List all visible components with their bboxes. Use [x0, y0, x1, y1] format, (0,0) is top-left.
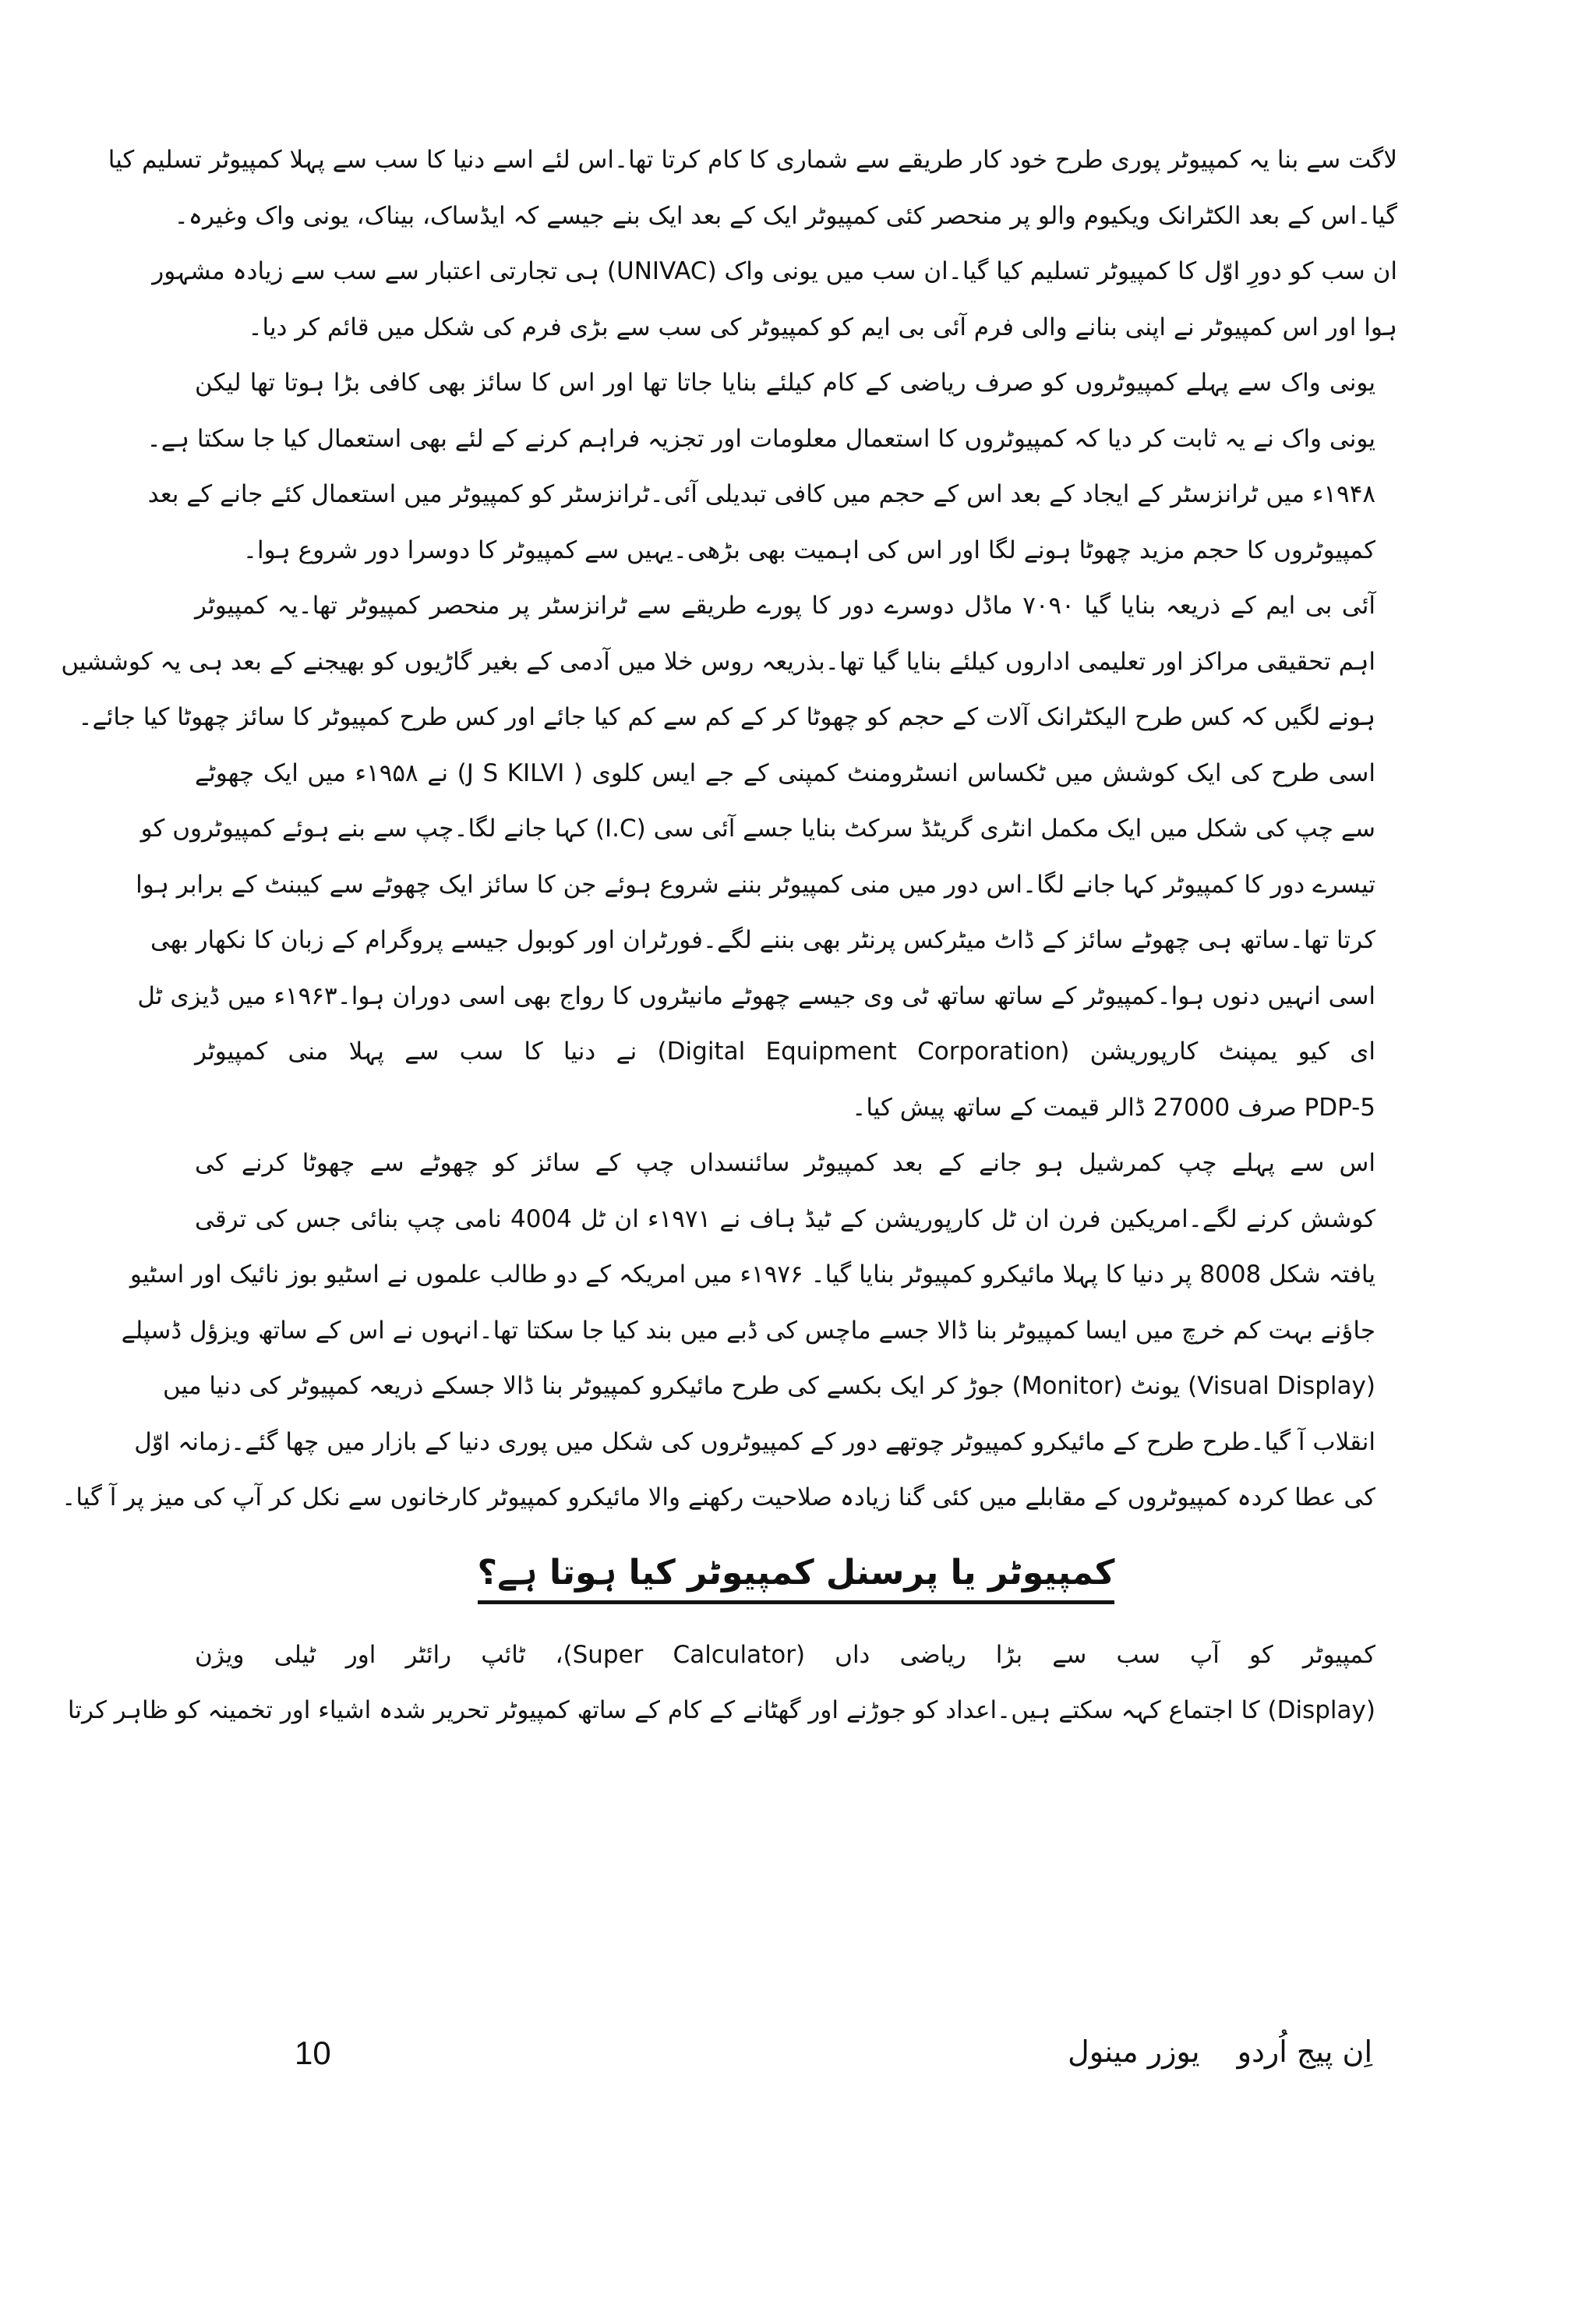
text-line: کمپیوٹر کو آپ سب سے بڑا ریاضی داں (Super Calculator)، ٹائپ رائٹر اور ٹیلی ویژن [195, 1640, 1375, 1669]
text-line: گیا۔اس کے بعد الکٹرانک ویکیوم والو پر منحصر کئی کمپیوٹر ایک کے بعد ایک بنے جیسے کہ ایڈساک، بیناک، یونی واک وغیرہ۔ [174, 201, 1397, 230]
paragraph-4 [62, 1136, 1397, 1526]
section-heading: کمپیوٹر یا پرسنل کمپیوٹر کیا ہوتا ہے؟ [478, 1553, 1115, 1604]
text-line: انقلاب آ گیا۔طرح طرح کے مائیکرو کمپیوٹر چوتھے دور کے کمپیوٹروں کی شکل میں پوری دنیا کے بازار میں چھا گئے۔زمانہ اوّل [134, 1427, 1375, 1456]
text-line: جاؤنے بہت کم خرچ میں ایسا کمپیوٹر بنا ڈالا جسے ماچس کی ڈبے میں بند کیا جا سکتا تھا۔انہوں نے اس کے ساتھ ویزؤل ڈسپلے [121, 1316, 1375, 1345]
text-line: ہونے لگیں کہ کس طرح الیکٹرانک آلات کے حجم کو چھوٹا کر کے کم سے کم کیا جائے اور کس طرح کمپیوٹر کا سائز چھوٹا کیا جائے۔ [78, 703, 1375, 731]
text-line: (Display) کا اجتماع کہہ سکتے ہیں۔اعداد کو جوڑنے اور گھٹانے کے کام کے ساتھ کمپیوٹر تحریر شدہ اشیاء اور تخمینہ کو ظاہر کرتا [67, 1696, 1375, 1724]
section-heading-wrap [195, 1553, 1397, 1604]
book-title [1068, 2035, 1372, 2069]
text-line: ان سب کو دورِ اوّل کا کمپیوٹر تسلیم کیا گیا۔ان سب میں یونی واک (UNIVAC) ہی تجارتی اعتبار سے سب سے زیادہ مشہور [152, 257, 1397, 285]
text-line: کمپیوٹروں کا حجم مزید چھوٹا ہونے لگا اور اس کی اہمیت بھی بڑھی۔یہیں سے کمپیوٹر کا دوسرا دور شروع ہوا۔ [242, 536, 1375, 564]
text-line: (Visual Display) یونٹ (Monitor) جوڑ کر ایک بکسے کی طرح مائیکرو کمپیوٹر بنا ڈالا جسکے ذریعہ کمپیوٹر کی دنیا میں [163, 1372, 1375, 1400]
paragraph-1 [108, 133, 1397, 355]
text-line: PDP-5 صرف 27000 ڈالر قیمت کے ساتھ پیش کیا۔ [852, 1093, 1375, 1122]
book-title-part1: اِن پیج اُردو [1237, 2035, 1372, 2069]
text-line: کوشش کرنے لگے۔امریکین فرن ان ٹل کارپوریشن کے ٹیڈ ہاف نے ۱۹۷۱ء ان ٹل 4004 نامی چپ بنائی جس کی ترقی [195, 1204, 1375, 1233]
book-title-part2: یوزر مینول [1068, 2035, 1200, 2069]
text-line: اس سے پہلے چپ کمرشیل ہو جانے کے بعد کمپیوٹر سائنسداں چپ کے سائز کو چھوٹے سے چھوٹا کرنے کی [195, 1149, 1375, 1177]
text-line: سے چپ کی شکل میں ایک مکمل انٹری گریٹڈ سرکٹ بنایا جسے آئی سی (I.C) کہا جانے لگا۔چپ سے بنے ہوئے کمپیوٹروں کو [140, 815, 1375, 843]
section-paragraph [67, 1628, 1397, 1739]
text-line: یافتہ شکل 8008 پر دنیا کا پہلا مائیکرو کمپیوٹر بنایا گیا۔ ۱۹۷۶ء میں امریکہ کے دو طالب علموں نے اسٹیو بوز نائیک اور اسٹیو [129, 1260, 1375, 1289]
text-line: لاگت سے بنا یہ کمپیوٹر پوری طرح خود کار طریقے سے شماری کا کام کرتا تھا۔اس لئے اسے دنیا کا سب سے پہلا کمپیوٹر تسلیم کیا [108, 146, 1397, 174]
text-line: ای کیو یمپنٹ کارپوریشن (Digital Equipment Corporation) نے دنیا کا سب سے پہلا منی کمپیوٹر [195, 1038, 1375, 1066]
text-line: تیسرے دور کا کمپیوٹر کہا جانے لگا۔اس دور میں منی کمپیوٹر بننے شروع ہوئے جن کا سائز ایک چھوٹے سے کیبنٹ کے برابر ہوا [136, 870, 1375, 899]
text-line: ہوا اور اس کمپیوٹر نے اپنی بنانے والی فرم آئی بی ایم کو کمپیوٹر کی سب سے بڑی فرم کی شکل میں قائم کر دیا۔ [248, 313, 1397, 341]
text-line: ۱۹۴۸ء میں ٹرانزسٹر کے ایجاد کے بعد اس کے حجم میں کافی تبدیلی آئی۔ٹرانزسٹر کو کمپیوٹر میں استعمال کئے جانے کے بعد [147, 480, 1375, 508]
text-line: کی عطا کردہ کمپیوٹروں کے مقابلے میں کئی گنا زیادہ صلاحیت رکھنے والا مائیکرو کمپیوٹر کارخانوں سے نکل کر آپ کی میز پر آ گیا۔ [62, 1483, 1375, 1511]
text-line: کرتا تھا۔ساتھ ہی چھوٹے سائز کے ڈاٹ میٹرکس پرنٹر بھی بننے لگے۔فورٹران اور کوبول جیسے پروگرام کے زبان کا نکھار بھی [150, 926, 1375, 954]
page-footer [195, 2035, 1397, 2089]
text-line: اسی انہیں دنوں ہوا۔کمپیوٹر کے ساتھ ساتھ ٹی وی جیسے چھوٹے مانیٹروں کا رواج بھی اسی دوران ہوا۔۱۹۶۳ء میں ڈیزی ٹل [137, 981, 1375, 1010]
page-number: 10 [295, 2035, 331, 2071]
text-line: اہم تحقیقی مراکز اور تعلیمی اداروں کیلئے بنایا گیا تھا۔بذریعہ روس خلا میں آدمی کے بغیر گاڑیوں کو بھیجنے کے بعد ہی یہ کوششیں [61, 647, 1375, 676]
paragraph-2 [147, 355, 1397, 578]
paragraph-3 [61, 578, 1397, 1136]
text-line: آئی بی ایم کے ذریعہ بنایا گیا ۷۰۹۰ ماڈل دوسرے دور کا پورے طریقے سے ٹرانزسٹر پر منحصر کمپیوٹر تھا۔یہ کمپیوٹر [195, 592, 1376, 620]
text-line: یونی واک نے یہ ثابت کر دیا کہ کمپیوٹروں کا استعمال معلومات اور تجزیہ فراہم کرنے کے لئے بھی استعمال کیا جا سکتا ہے۔ [147, 424, 1375, 453]
text-line: یونی واک سے پہلے کمپیوٹروں کو صرف ریاضی کے کام کیلئے بنایا جاتا تھا اور اس کا سائز بھی کافی بڑا ہوتا تھا لیکن [195, 369, 1375, 397]
page-body [61, 133, 1397, 1739]
text-line: اسی طرح کی ایک کوشش میں ٹکساس انسٹرومنٹ کمپنی کے جے ایس کلوی ( J S KILVI) نے ۱۹۵۸ء میں ایک چھوٹے [195, 758, 1375, 787]
